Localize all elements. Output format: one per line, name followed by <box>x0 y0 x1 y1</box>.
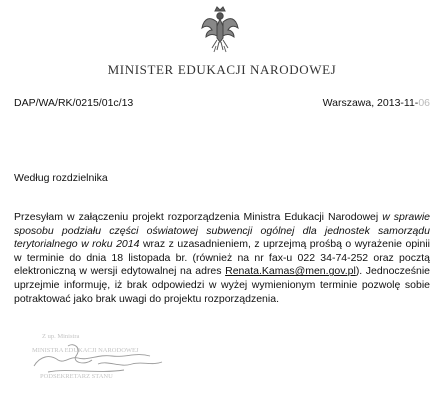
date-stamped-day: 06 <box>418 97 430 109</box>
body-part-2: wraz z uzasadnieniem, z uprzejmą prośbą o wyrażenie opinii w terminie do dnia 18 listopada br. (również na nr fax-u 022 34-74-252 oraz pocztą elektroniczną w wersji edytowalnej na adres <box>14 238 430 278</box>
stamp-line-2: MINISTRA EDUKACJI NARODOWEJ <box>32 347 139 354</box>
date-printed: Warszawa, 2013-11- <box>322 97 419 109</box>
email-link[interactable]: Renata.Kamas@men.gov.pl <box>225 265 356 278</box>
letterhead-title-rest: EDUKACJI NARODOWEJ <box>177 62 337 77</box>
body-part-1: Przesyłam w załączeniu projekt rozporządzenia Ministra Edukacji Narodowej <box>14 211 383 223</box>
reference-number: DAP/WA/RK/0215/01c/13 <box>14 97 134 109</box>
letterhead-title-first: MINISTER <box>107 62 174 77</box>
regulation-title: w sprawie sposobu podziału części oświatowej subwencji ogólnej dla jednostek samorządu terytorialnego w roku 2014 <box>14 211 430 251</box>
recipients-line: Według rozdzielnika <box>14 172 108 184</box>
stamp-line-1: Z up. Ministra <box>42 333 80 340</box>
eagle-emblem-icon <box>200 6 240 54</box>
letter-body <box>14 211 430 306</box>
date-line <box>323 97 430 109</box>
body-part-3: ). Jednocześnie uprzejmie informuję, iż brak odpowiedzi w wyżej wymienionym terminie pozwolę sobie potraktować jako brak uwagi do projektu rozporządzenia. <box>14 265 431 305</box>
stamp-line-3: PODSEKRETARZ STANU <box>40 373 113 380</box>
signature-block <box>28 326 188 388</box>
letterhead-title <box>0 62 444 78</box>
